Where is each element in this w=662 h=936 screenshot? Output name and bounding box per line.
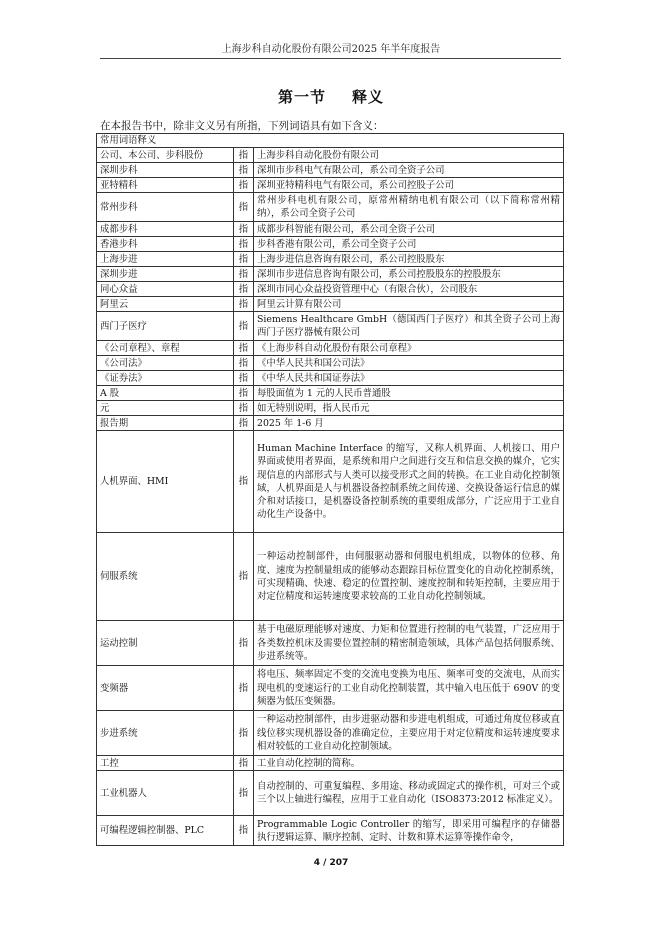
definition-term: 《公司法》 <box>97 356 234 371</box>
definition-marker: 指 <box>234 193 254 222</box>
table-row <box>97 771 564 816</box>
definition-text: Human Machine Interface 的缩写，又称人机界面、人机接口、用户界面或使用者界面，是系统和用户之间进行交互和信息交换的媒介，它实现信息的内部形式与人类可以接受形式之间的转换。在工业自动化控制领域，人机界面是人与机器设备控制系统之间传递、交换设备运行信息的媒介和对话接口，是机器设备控制系统的重要组成部分，广泛应用于工业自动化生产设备中。 <box>254 431 564 533</box>
definition-marker: 指 <box>234 711 254 756</box>
table-row <box>97 356 564 371</box>
definition-text: Siemens Healthcare GmbH（德国西门子医疗）和其全资子公司上海西门子医疗器械有限公司 <box>254 312 564 341</box>
definition-marker: 指 <box>234 771 254 816</box>
definition-marker: 指 <box>234 341 254 356</box>
definition-text: 2025 年 1-6 月 <box>254 416 564 431</box>
table-row <box>97 756 564 771</box>
definitions-table <box>96 133 564 846</box>
table-row <box>97 711 564 756</box>
definition-marker: 指 <box>234 756 254 771</box>
table-row <box>97 222 564 237</box>
table-row <box>97 371 564 386</box>
definition-text: 一种运动控制部件，由伺服驱动器和伺服电机组成，以物体的位移、角度、速度为控制量组成的能够动态跟踪目标位置变化的自动化控制系统，可实现精确、快速、稳定的位置控制、速度控制和转矩控制，主要应用于对定位精度和运转速度要求较高的工业自动化控制领域。 <box>254 533 564 621</box>
header-divider <box>100 58 561 59</box>
definition-term: 元 <box>97 401 234 416</box>
definition-marker: 指 <box>234 816 254 846</box>
definition-marker: 指 <box>234 282 254 297</box>
table-row <box>97 312 564 341</box>
table-row <box>97 386 564 401</box>
definition-marker: 指 <box>234 666 254 711</box>
table-row <box>97 816 564 846</box>
definition-marker: 指 <box>234 401 254 416</box>
definition-marker: 指 <box>234 416 254 431</box>
definition-term: 香港步科 <box>97 237 234 252</box>
definition-text: 每股面值为 1 元的人民币普通股 <box>254 386 564 401</box>
section-number: 第一节 <box>277 88 326 106</box>
definition-term: 步进系统 <box>97 711 234 756</box>
definition-marker: 指 <box>234 533 254 621</box>
table-row <box>97 163 564 178</box>
definition-marker: 指 <box>234 297 254 312</box>
definition-term: 工控 <box>97 756 234 771</box>
definition-text: 《上海步科自动化股份有限公司章程》 <box>254 341 564 356</box>
definition-marker: 指 <box>234 431 254 533</box>
section-name: 释义 <box>352 88 385 106</box>
definition-marker: 指 <box>234 237 254 252</box>
definition-term: 深圳步进 <box>97 267 234 282</box>
definition-term: 西门子医疗 <box>97 312 234 341</box>
definition-marker: 指 <box>234 163 254 178</box>
definition-term: 深圳步科 <box>97 163 234 178</box>
definition-term: 公司、本公司、步科股份 <box>97 148 234 163</box>
table-row <box>97 252 564 267</box>
definition-term: A 股 <box>97 386 234 401</box>
definition-text: 阿里云计算有限公司 <box>254 297 564 312</box>
definition-text: 深圳市步进信息咨询有限公司，系公司控股股东的控股股东 <box>254 267 564 282</box>
table-row <box>97 416 564 431</box>
definition-term: 阿里云 <box>97 297 234 312</box>
table-caption: 常用词语释义 <box>97 134 564 148</box>
definition-marker: 指 <box>234 621 254 666</box>
definition-text: 《中华人民共和国公司法》 <box>254 356 564 371</box>
definition-marker: 指 <box>234 371 254 386</box>
definition-term: 变频器 <box>97 666 234 711</box>
definition-term: 运动控制 <box>97 621 234 666</box>
definition-marker: 指 <box>234 148 254 163</box>
definition-marker: 指 <box>234 267 254 282</box>
definition-term: 成都步科 <box>97 222 234 237</box>
table-caption-row <box>97 134 564 148</box>
definition-text: 深圳市步科电气有限公司，系公司全资子公司 <box>254 163 564 178</box>
definition-text: 基于电磁原理能够对速度、力矩和位置进行控制的电气装置，广泛应用于各类数控机床及需要位置控制的精密制造领域，具体产品包括伺服系统、步进系统等。 <box>254 621 564 666</box>
definition-text: 深圳市同心众益投资管理中心（有限合伙），公司股东 <box>254 282 564 297</box>
definition-text: 深圳亚特精科电气有限公司，系公司控股子公司 <box>254 178 564 193</box>
table-row <box>97 148 564 163</box>
table-row <box>97 431 564 533</box>
definition-marker: 指 <box>234 312 254 341</box>
definition-text: Programmable Logic Controller 的缩写，即采用可编程序的存储器执行逻辑运算、顺序控制、定时、计数和算术运算等操作命令， <box>254 816 564 846</box>
table-row <box>97 401 564 416</box>
table-row <box>97 237 564 252</box>
table-row <box>97 282 564 297</box>
definition-term: 报告期 <box>97 416 234 431</box>
definition-marker: 指 <box>234 178 254 193</box>
definition-text: 自动控制的、可重复编程、多用途、移动或固定式的操作机，可对三个或三个以上轴进行编程，应用于工业自动化（ISO8373:2012 标准定义）。 <box>254 771 564 816</box>
definition-text: 成都步科智能有限公司，系公司全资子公司 <box>254 222 564 237</box>
definition-term: 《证券法》 <box>97 371 234 386</box>
definition-term: 可编程逻辑控制器、PLC <box>97 816 234 846</box>
page-number: 4 / 207 <box>313 858 349 868</box>
definition-term: 亚特精科 <box>97 178 234 193</box>
section-title <box>0 86 662 107</box>
definition-term: 伺服系统 <box>97 533 234 621</box>
definition-marker: 指 <box>234 222 254 237</box>
definition-term: 《公司章程》、章程 <box>97 341 234 356</box>
definition-text: 步科香港有限公司，系公司全资子公司 <box>254 237 564 252</box>
definition-term: 同心众益 <box>97 282 234 297</box>
definition-marker: 指 <box>234 386 254 401</box>
definition-text: 将电压、频率固定不变的交流电变换为电压、频率可变的交流电，从而实现电机的变速运行的工业自动化控制装置，其中输入电压低于 690V 的变频器为低压变频器。 <box>254 666 564 711</box>
definition-text: 如无特别说明，指人民币元 <box>254 401 564 416</box>
definition-marker: 指 <box>234 252 254 267</box>
definition-text: 工业自动化控制的简称。 <box>254 756 564 771</box>
definition-text: 《中华人民共和国证券法》 <box>254 371 564 386</box>
definition-text: 常州步科电机有限公司，原常州精纳电机有限公司（以下简称常州精纳），系公司全资子公司 <box>254 193 564 222</box>
table-row <box>97 666 564 711</box>
table-row <box>97 178 564 193</box>
table-row <box>97 621 564 666</box>
table-row <box>97 341 564 356</box>
definition-text: 一种运动控制部件，由步进驱动器和步进电机组成，可通过角度位移或直线位移实现机器设备的准确定位，主要应用于对定位精度和运转速度要求相对较低的工业自动化控制领域。 <box>254 711 564 756</box>
definition-term: 工业机器人 <box>97 771 234 816</box>
table-row <box>97 193 564 222</box>
definition-marker: 指 <box>234 356 254 371</box>
intro-text: 在本报告书中，除非文义另有所指，下列词语具有如下含义： <box>100 120 384 132</box>
report-header-title: 上海步科自动化股份有限公司2025 年半年度报告 <box>221 44 441 55</box>
table-row <box>97 297 564 312</box>
definition-term: 人机界面、HMI <box>97 431 234 533</box>
table-row <box>97 267 564 282</box>
table-row <box>97 533 564 621</box>
definition-text: 上海步进信息咨询有限公司，系公司控股股东 <box>254 252 564 267</box>
definition-text: 上海步科自动化股份有限公司 <box>254 148 564 163</box>
definition-term: 上海步进 <box>97 252 234 267</box>
definition-term: 常州步科 <box>97 193 234 222</box>
